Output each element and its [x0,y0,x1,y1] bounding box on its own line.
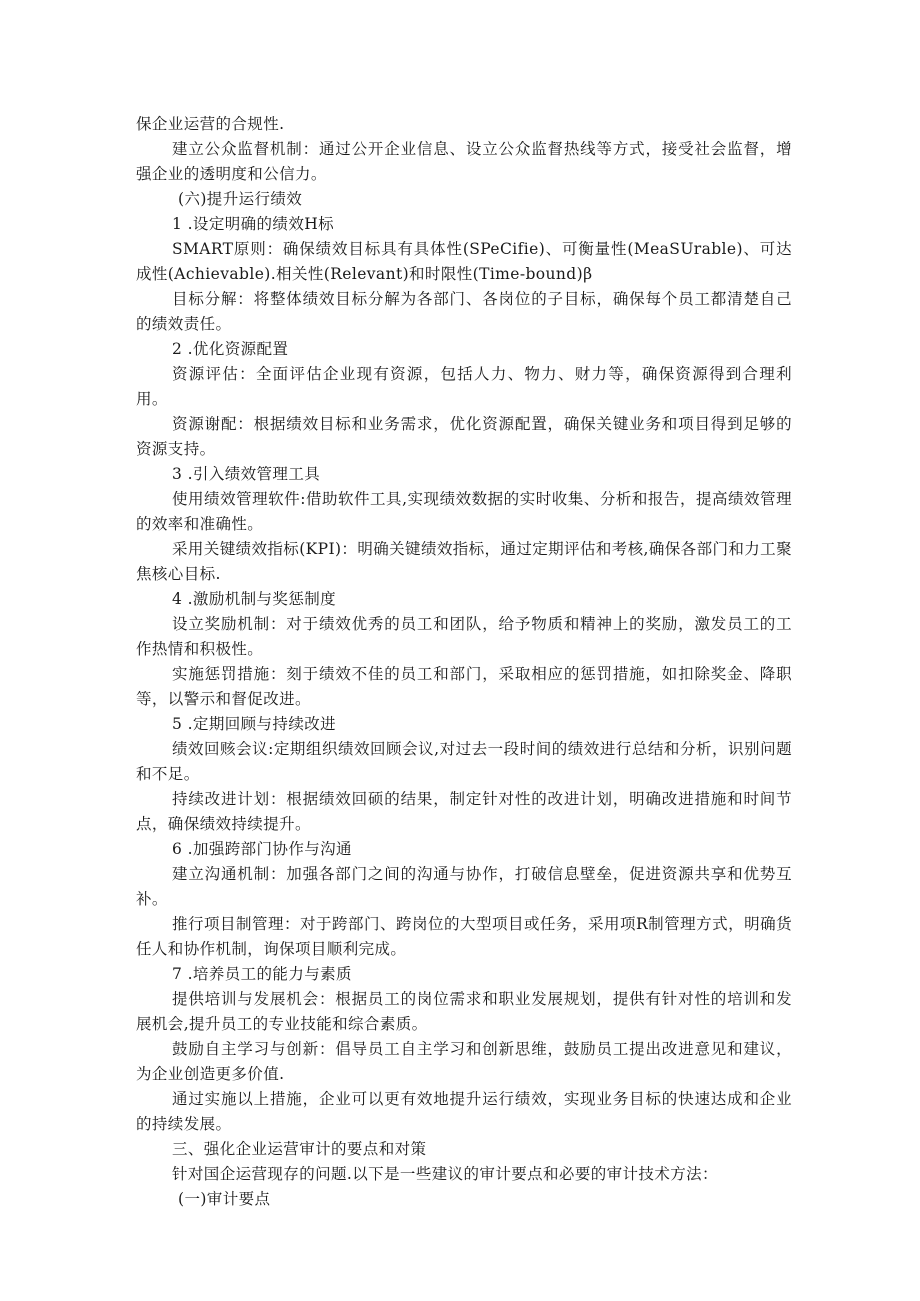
numbered-heading: 3 .引入绩效管理工具 [172,465,321,483]
paragraph: SMART原则：确保绩效目标具有具体性(SPeCifie)、可衡量性(MeaSUrable)、可达成性(Achievable).相关性(Relevant)和时限性(Time-bound)β [136,240,792,283]
section-heading: (一)审计要点 [178,1190,271,1208]
paragraph: 建立沟通机制：加强各部门之间的沟通与协作，打破信息壁垒，促进资源共享和优势互补。 [136,865,792,908]
paragraph: 采用关键绩效指标(KPI)：明确关键绩效指标，通过定期评估和考核,确保各部门和力工聚焦核心目标. [136,540,792,583]
numbered-heading: 4 .激励机制与奖惩制度 [172,590,337,608]
paragraph: 持续改进计划：根据绩效回硕的结果，制定针对性的改进计划，明确改进措施和时间节点，确保绩效持续提升。 [136,790,792,833]
paragraph: 目标分解：将整体绩效目标分解为各部门、各岗位的子目标，确保每个员工都清楚自己的绩效责任。 [136,290,792,333]
paragraph: 通过实施以上措施，企业可以更有效地提升运行绩效，实现业务目标的快速达成和企业的持续发展。 [136,1090,792,1133]
paragraph: 设立奖励机制：对于绩效优秀的员工和团队，给予物质和精神上的奖励，激发员工的工作热情和积极性。 [136,615,792,658]
chapter-heading: 三、强化企业运营审计的要点和对策 [172,1140,427,1158]
paragraph: 鼓励自主学习与创新：倡导员工自主学习和创新思维，鼓励员工提出改进意见和建议，为企业创造更多价值. [136,1040,792,1083]
paragraph: 资源谢配：根据绩效目标和业务需求，优化资源配置，确保关键业务和项目得到足够的资源支持。 [136,415,792,458]
paragraph: 使用绩效管理软件:借助软件工具,实现绩效数据的实时收集、分析和报告，提高绩效管理的效率和准确性。 [136,490,792,533]
paragraph: 推行项目制管理：对于跨部门、跨岗位的大型项目或任务，采用项R制管理方式，明确货任人和协作机制，询保项目顺利完成。 [136,915,792,958]
paragraph-continuation: 保企业运营的合规性. [136,115,285,133]
numbered-heading: 2 .优化资源配置 [172,340,289,358]
paragraph: 针对国企运营现存的问题.以下是一些建议的审计要点和必要的审计技术方法： [172,1165,718,1183]
section-heading: (六)提升运行绩效 [178,190,303,208]
numbered-heading: 6 .加强跨部门协作与沟通 [172,840,352,858]
paragraph: 提供培训与发展机会：根据员工的岗位需求和职业发展规划，提供有针对性的培训和发展机会,提升员工的专业技能和综合素质。 [136,990,792,1033]
numbered-heading: 7 .培养员工的能力与素质 [172,965,352,983]
document-body [136,112,792,1212]
numbered-heading: 5 .定期回顾与持续改进 [172,715,337,733]
paragraph: 实施惩罚措施：刻于绩效不佳的员工和部门，采取相应的惩罚措施，如扣除奖金、降职等，以警示和督促改进。 [136,665,792,708]
numbered-heading: 1 .设定明确的绩效H标 [172,215,335,233]
paragraph: 绩效回赅会议:定期组织绩效回顾会议,对过去一段时间的绩效进行总结和分析，识别问题和不足。 [136,740,792,783]
paragraph: 建立公众监督机制：通过公开企业信息、设立公众监督热线等方式，接受社会监督，增强企业的透明度和公信力。 [136,140,792,183]
paragraph: 资源评估：全面评估企业现有资源，包括人力、物力、财力等，确保资源得到合理利用。 [136,365,792,408]
